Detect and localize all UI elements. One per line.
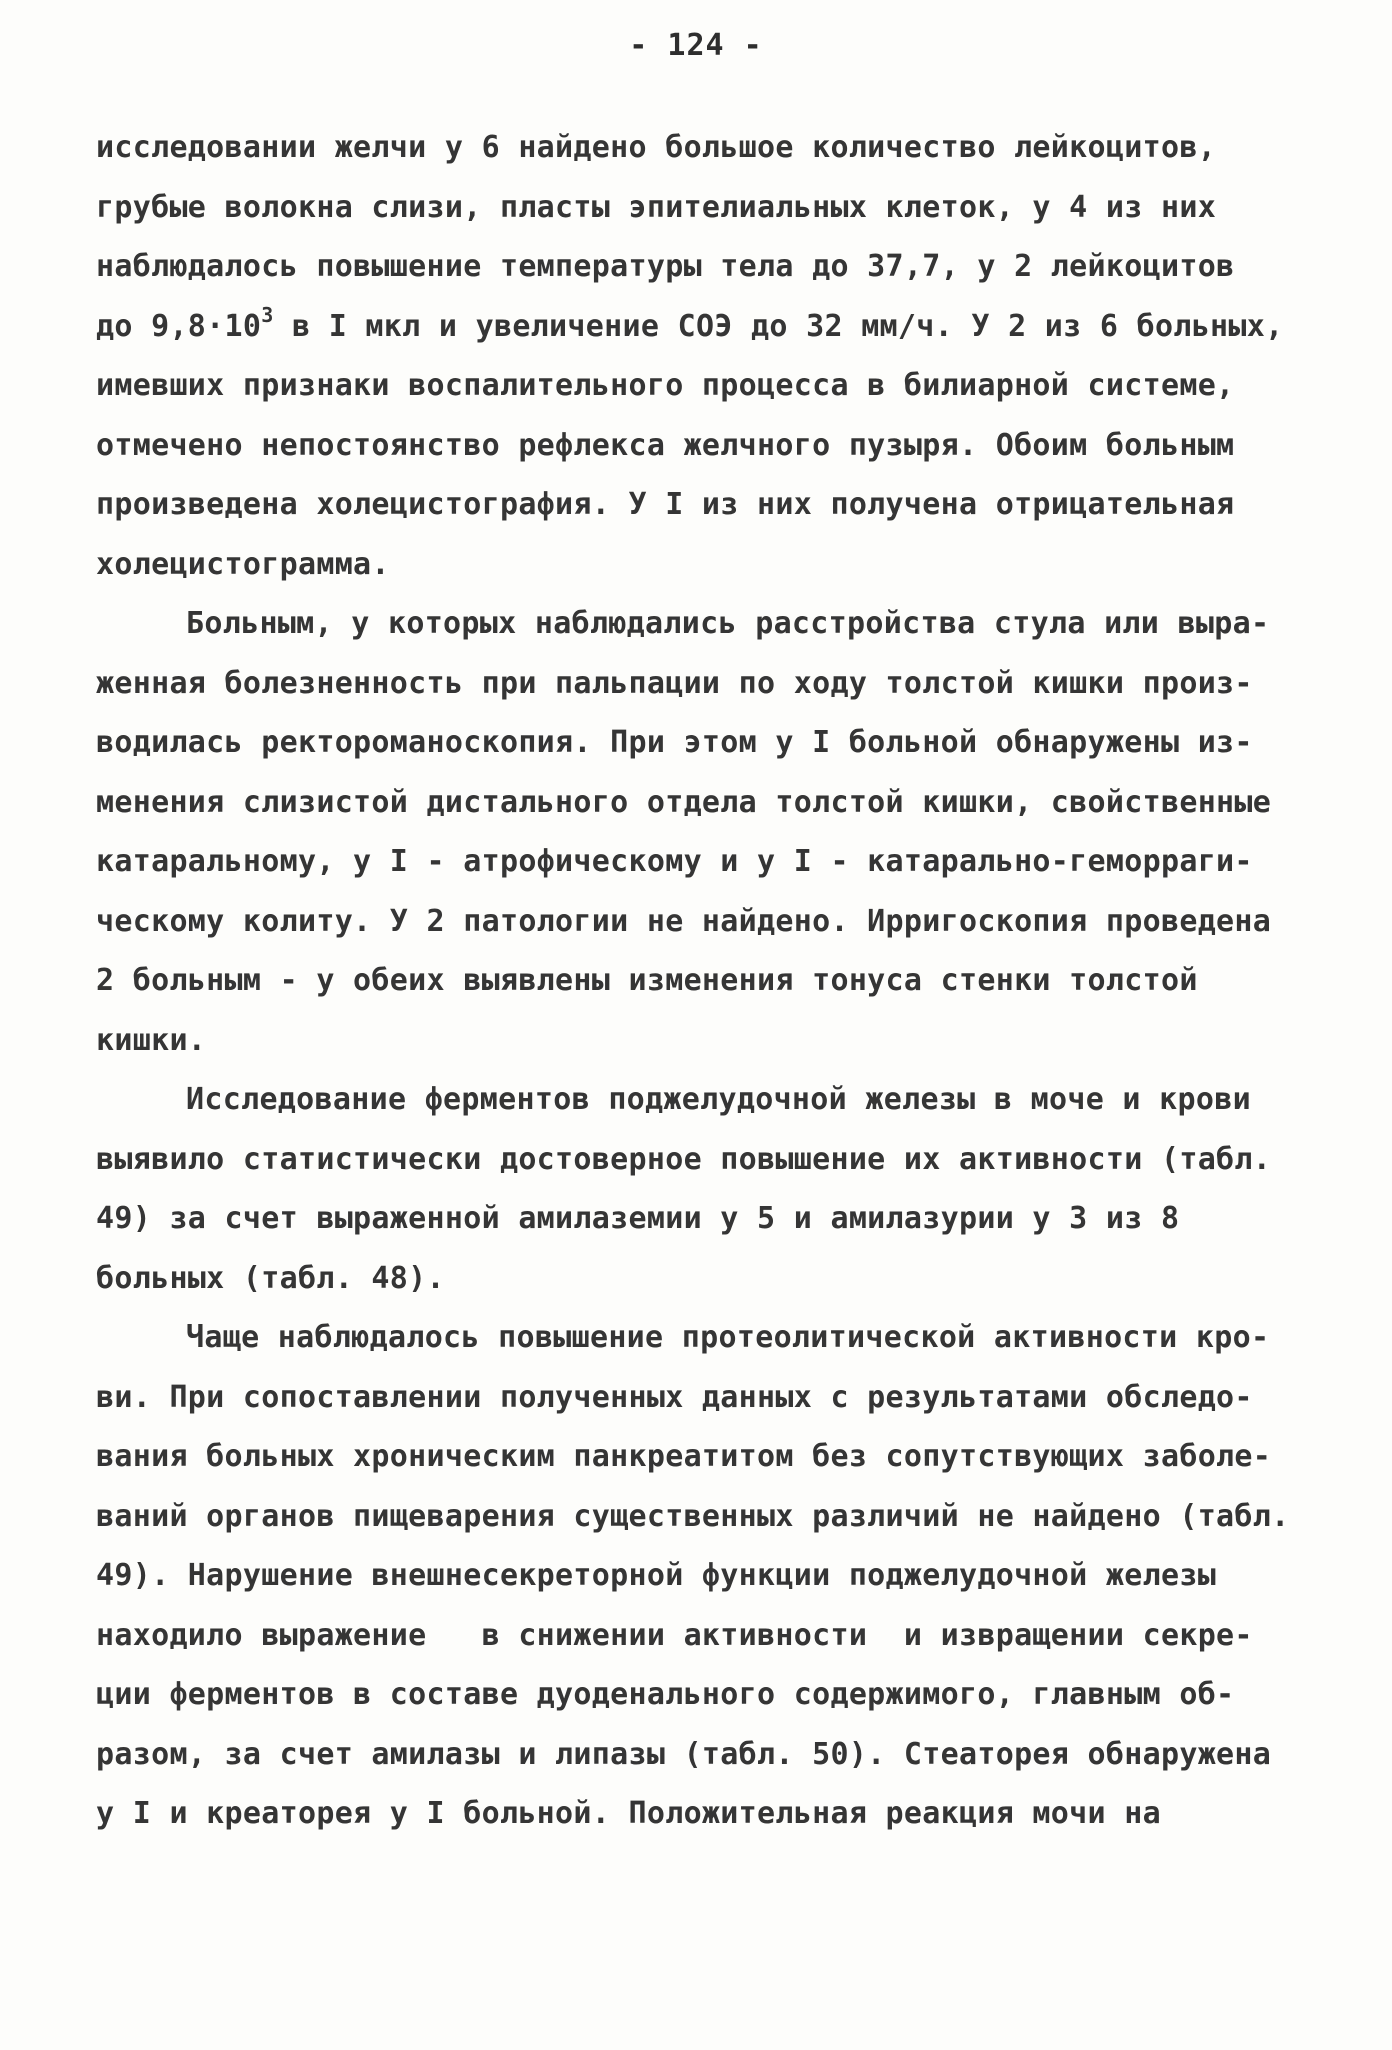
text-line: 49) за счет выраженной амилаземии у 5 и амилазурии у 3 из 8 <box>96 1201 1180 1236</box>
text-line: у I и креаторея у I больной. Положительная реакция мочи на <box>96 1796 1161 1831</box>
text-line-with-superscript <box>96 297 1306 357</box>
superscript: 3 <box>261 302 274 327</box>
text-line: кишки. <box>96 1022 207 1058</box>
page-number: - 124 - <box>629 28 763 63</box>
text-line: 2 больным - у обеих выявлены изменения тонуса стенки толстой <box>96 963 1198 998</box>
text-line: холецистограмма. <box>96 546 390 582</box>
text-line: больных (табл. 48). <box>96 1260 445 1296</box>
text-line: вания больных хроническим панкреатитом без сопутствующих заболе- <box>96 1439 1272 1474</box>
text-line: ви. При сопоставлении полученных данных с результатами обследо- <box>96 1379 1253 1415</box>
paragraph-start-line: Чаще наблюдалось повышение протеолитической активности кро- <box>186 1320 1270 1355</box>
text-line: выявило статистически достоверное повышение их активности (табл. <box>96 1141 1272 1177</box>
text-line: произведена холецистография. У I из них получена отрицательная <box>96 487 1235 522</box>
text-line: имевших признаки воспалительного процесса в билиарной системе, <box>96 368 1235 403</box>
text-fragment: в I мкл и увеличение СОЭ до 32 мм/ч. У 2 из 6 больных, <box>291 308 1284 344</box>
body-text <box>96 118 1306 1844</box>
text-line: находило выражение в снижении активности и извращении секре- <box>96 1617 1253 1653</box>
paragraph-start-line: Исследование ферментов поджелудочной железы в моче и крови <box>186 1082 1251 1117</box>
text-line: разом, за счет амилазы и липазы (табл. 50). Стеаторея обнаружена <box>96 1736 1272 1772</box>
text-line: водилась ректороманоскопия. При этом у I больной обнаружены из- <box>96 725 1253 760</box>
text-line: женная болезненность при пальпации по ходу толстой кишки произ- <box>96 665 1253 701</box>
text-line: 49). Нарушение внешнесекреторной функции поджелудочной железы <box>96 1558 1217 1593</box>
text-line: ческому колиту. У 2 патологии не найдено. Ирригоскопия проведена <box>96 903 1272 939</box>
text-line: отмечено непостоянство рефлекса желчного пузыря. Обоим больным <box>96 427 1235 463</box>
text-fragment: до 9,8·10 <box>96 308 262 344</box>
text-line: наблюдалось повышение температуры тела до 37,7, у 2 лейкоцитов <box>96 249 1235 284</box>
text-line: ваний органов пищеварения существенных различий не найдено (табл. <box>96 1498 1290 1534</box>
text-line: менения слизистой дистального отдела толстой кишки, свойственные <box>96 784 1272 820</box>
text-line: грубые волокна слизи, пласты эпителиальных клеток, у 4 из них <box>96 189 1217 225</box>
text-line: катаральному, у I - атрофическому и у I - катарально-геморраги- <box>96 844 1253 879</box>
text-line: ции ферментов в составе дуоденального содержимого, главным об- <box>96 1677 1235 1712</box>
paragraph-start-line: Больным, у которых наблюдались расстройства стула или выра- <box>186 606 1270 641</box>
text-line: исследовании желчи у 6 найдено большое количество лейкоцитов, <box>96 130 1217 165</box>
